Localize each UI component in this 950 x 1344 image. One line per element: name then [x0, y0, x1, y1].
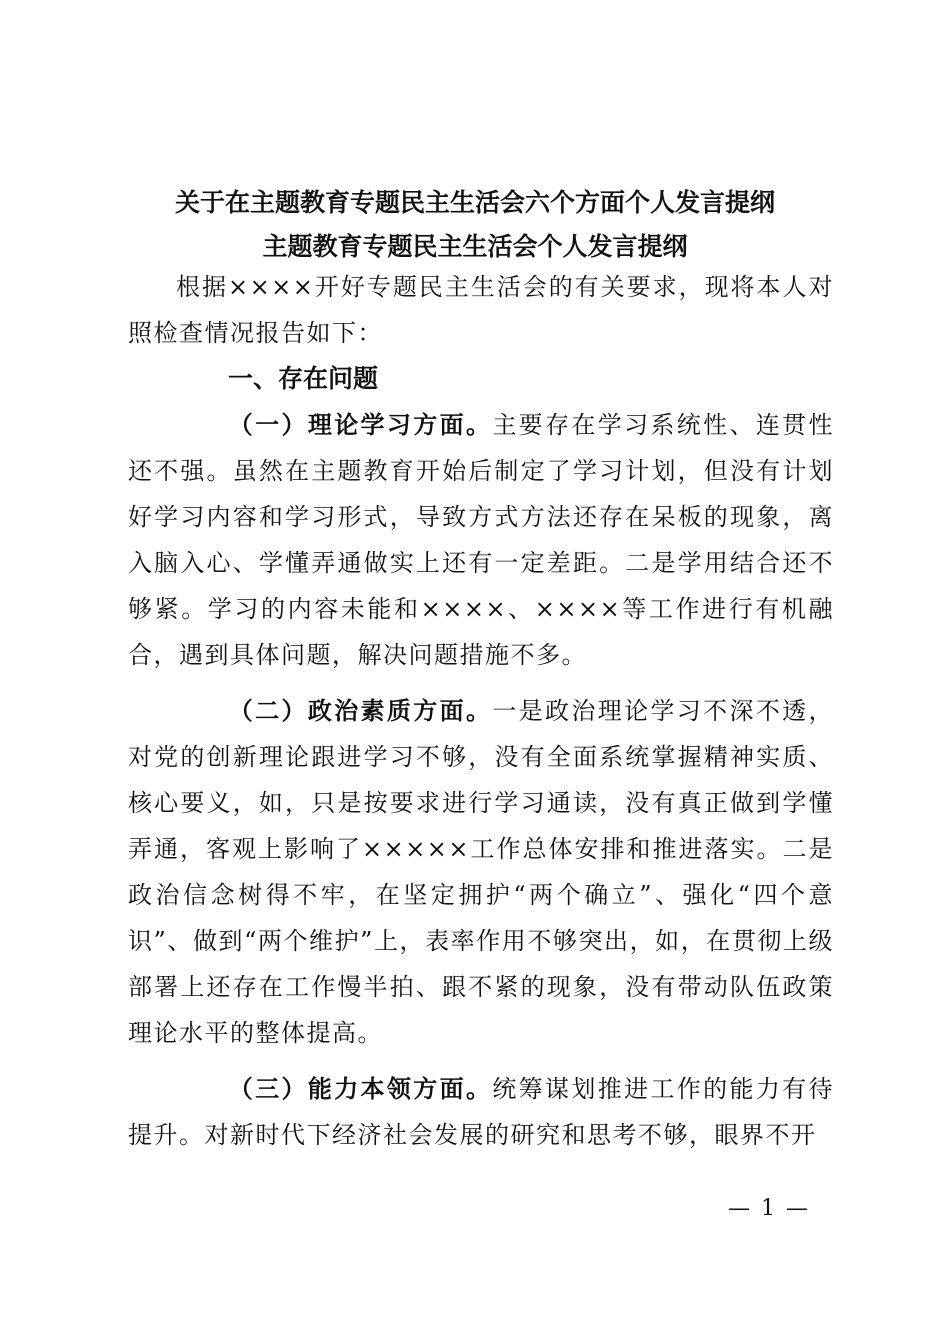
paragraph-political-quality	[128, 688, 834, 1056]
paragraph-label: （一）理论学习方面。	[228, 411, 493, 439]
intro-paragraph: 根据××××开好专题民主生活会的有关要求，现将本人对照检查情况报告如下：	[128, 273, 834, 347]
page-number: — 1 —	[728, 1196, 810, 1221]
paragraph-label: （二）政治素质方面。	[228, 697, 493, 725]
paragraph-text: 主要存在学习系统性、连贯性还不强。虽然在主题教育开始后制定了学习计划，但没有计划好学习内容和学习形式，导致方式方法还存在呆板的现象，离入脑入心、学懂弄通做实上还有一定差距。二是学用结合还不够紧。学习的内容未能和××××、××××等工作进行有机融合，遇到具体问题，解决问题措施不多。	[128, 411, 835, 669]
paragraph-label: （三）能力本领方面。	[228, 1075, 493, 1103]
document-title-line-2: 主题教育专题民主生活会个人发言提纲	[262, 232, 688, 261]
paragraph-theory-study	[128, 402, 834, 678]
document-body	[128, 264, 834, 1158]
document-title-line-1: 关于在主题教育专题民主生活会六个方面个人发言提纲	[174, 188, 775, 217]
paragraph-text: 一是政治理论学习不深不透，对党的创新理论跟进学习不够，没有全面系统掌握精神实质、核心要义，如，只是按要求进行学习通读，没有真正做到学懂弄通，客观上影响了×××××工作总体安排和推进落实。二是政治信念树得不牢，在坚定拥护“两个确立”、强化“四个意识”、做到“两个维护”上，表率作用不够突出，如，在贯彻上级部署上还存在工作慢半拍、跟不紧的现象，没有带动队伍政策理论水平的整体提高。	[128, 697, 835, 1047]
paragraph-ability	[128, 1066, 834, 1158]
paragraph-text: 统筹谋划推进工作的能力有待提升。对新时代下经济社会发展的研究和思考不够，眼界不开	[128, 1075, 835, 1149]
section-heading-problems: 一、存在问题	[228, 364, 379, 393]
